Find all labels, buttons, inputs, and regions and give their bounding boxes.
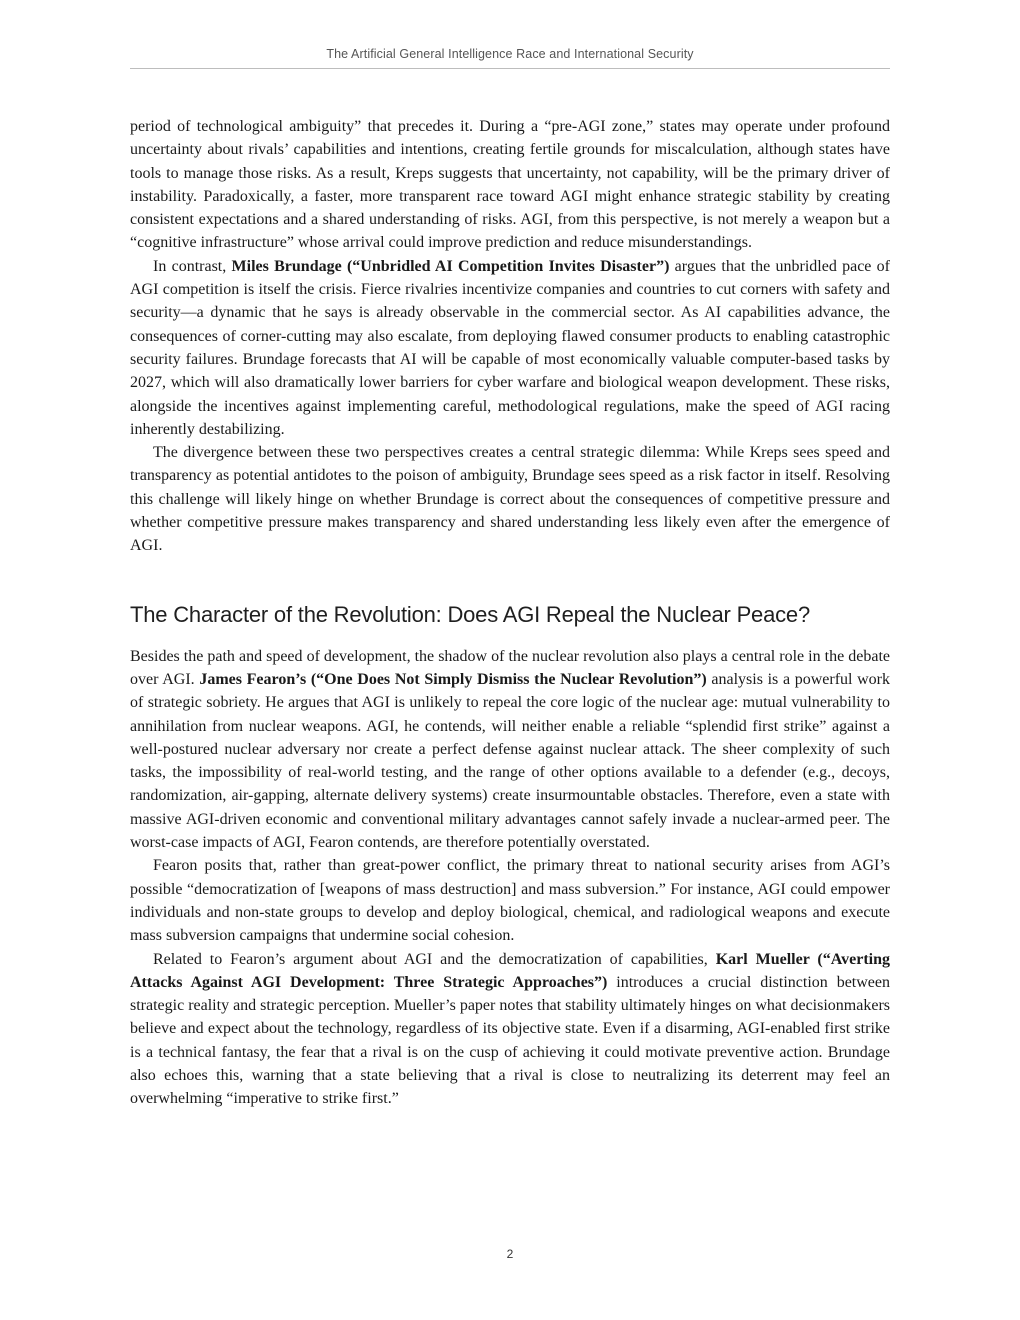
paragraph-2-pre: In contrast, [153,257,232,275]
citation-mueller: Karl Mueller (“Averting Attacks Against AGI Development: Three Strategic Approaches”) [130,950,890,991]
section-heading: The Character of the Revolution: Does AGI Repeal the Nuclear Peace? [130,601,810,627]
paragraph-6-pre: Related to Fearon’s argument about AGI and the democratization of capabilities, [153,950,716,968]
citation-fearon: James Fearon’s (“One Does Not Simply Dismiss the Nuclear Revolution”) [199,670,707,688]
paragraph-6 [130,948,890,1111]
paragraph-4-post: analysis is a powerful work of strategic sobriety. He argues that AGI is unlikely to repeal the core logic of the nuclear age: mutual vulnerability to annihilation from nuclear weapons. AGI, he contends, will neither enable a reliable “splendid first strike” against a well-postured nuclear adversary nor create a perfect defense against nuclear attack. The sheer complexity of such tasks, the impossibility of real-world testing, and the range of other options available to a defender (e.g., decoys, randomization, air-gapping, alternate delivery systems) create insurmountable obstacles. Therefore, even a state with massive AGI-driven economic and conventional military advantages cannot safely invade a nuclear-armed peer. The worst-case impacts of AGI, Fearon contends, are therefore potentially overstated. [130,670,891,852]
paragraph-4 [130,645,890,855]
paragraph-6-post: introduces a crucial distinction between strategic reality and strategic perception. Mueller’s paper notes that stability ultimately hinges on what decisionmakers believe and expect about the technology, regardless of its objective state. Even if a disarming, AGI-enabled first strike is a technical fantasy, the fear that a rival is on the cusp of achieving it could motivate preventive action. Brundage also echoes this, warning that a state believing that a rival is close to neutralizing its deterrent may feel an overwhelming “imperative to strike first.” [130,973,890,1108]
header-rule [130,68,890,69]
document-body [130,115,890,1111]
paragraph-2 [130,255,890,441]
paragraph-4-pre: Besides the path and speed of development, the shadow of the nuclear revolution also plays a central role in the debate over AGI. [130,647,890,688]
paragraph-2-post: argues that the unbridled pace of AGI competition is itself the crisis. Fierce rivalries incentivize companies and countries to cut corners with safety and security—a dynamic that he says is already observable in the commercial sector. As AI capabilities advance, the consequences of corner-cutting may also escalate, from deploying flawed consumer products to enabling catastrophic security failures. Brundage forecasts that AI will be capable of most economically valuable computer-based tasks by 2027, which will also dramatically lower barriers for cyber warfare and biological weapon development. These risks, alongside the incentives against implementing careful, methodological regulations, make the speed of AGI racing inherently destabilizing. [130,257,891,438]
paragraph-1: period of technological ambiguity” that precedes it. During a “pre-AGI zone,” states may operate under profound uncertainty about rivals’ capabilities and intentions, creating fertile grounds for miscalculation, although states have tools to manage those risks. As a result, Kreps suggests that uncertainty, not capability, will be the primary driver of instability. Paradoxically, a faster, more transparent race toward AGI might enhance strategic stability by creating consistent expectations and a shared understanding of risks. AGI, from this perspective, is not merely a weapon but a “cognitive infrastructure” whose arrival could improve prediction and reduce misunderstandings. [130,118,890,252]
page-number: 2 [506,1247,514,1261]
paragraph-5: Fearon posits that, rather than great-power conflict, the primary threat to national security arises from AGI’s possible “democratization of [weapons of mass destruction] and mass subversion.” For instance, AGI could empower individuals and non-state groups to develop and deploy biological, chemical, and radiological weapons and execute mass subversion campaigns that undermine social cohesion. [130,857,890,945]
paragraph-3: The divergence between these two perspectives creates a central strategic dilemma: While Kreps sees speed and transparency as potential antidotes to the poison of ambiguity, Brundage sees speed as a risk factor in itself. Resolving this challenge will likely hinge on whether Brundage is correct about the consequences of competitive pressure and whether competitive pressure makes transparency and shared understanding less likely even after the emergence of AGI. [130,444,890,555]
running-header: The Artificial General Intelligence Race and International Security [326,47,694,61]
citation-brundage: Miles Brundage (“Unbridled AI Competition Invites Disaster”) [231,257,670,275]
